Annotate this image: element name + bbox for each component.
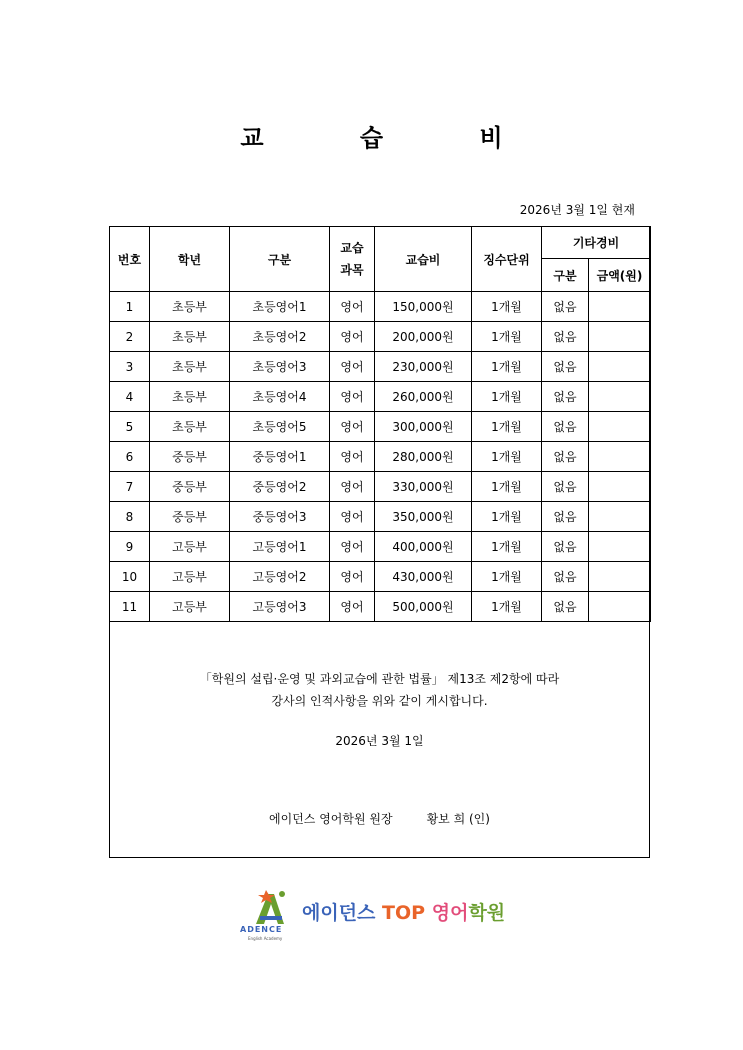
cell-category: 중등영어1 bbox=[230, 442, 330, 472]
notice-statement: 강사의 인적사항을 위와 같이 게시합니다. bbox=[271, 694, 488, 708]
cell-unit: 1개월 bbox=[472, 322, 542, 352]
table-body bbox=[110, 292, 651, 622]
cell-no: 10 bbox=[110, 562, 150, 592]
cell-category: 고등영어3 bbox=[230, 592, 330, 622]
table-row bbox=[110, 352, 651, 382]
cell-grade: 고등부 bbox=[150, 562, 230, 592]
header-billing-unit: 징수단위 bbox=[472, 227, 542, 292]
cell-category: 초등영어5 bbox=[230, 412, 330, 442]
header-no: 번호 bbox=[110, 227, 150, 292]
table-row bbox=[110, 442, 651, 472]
cell-amount bbox=[589, 442, 651, 472]
cell-grade: 고등부 bbox=[150, 592, 230, 622]
table-row bbox=[110, 562, 651, 592]
notice-law-reference: 「학원의 설립·운영 및 과외교습에 관한 법률」 제13조 제2항에 따라 bbox=[199, 672, 560, 686]
cell-category: 초등영어4 bbox=[230, 382, 330, 412]
cell-fee: 500,000원 bbox=[375, 592, 472, 622]
tuition-fee-table bbox=[109, 226, 651, 622]
cell-category: 고등영어1 bbox=[230, 532, 330, 562]
header-subject bbox=[330, 227, 375, 292]
logo-academy-name bbox=[302, 898, 505, 925]
cell-other: 없음 bbox=[542, 412, 589, 442]
cell-unit: 1개월 bbox=[472, 442, 542, 472]
cell-amount bbox=[589, 562, 651, 592]
cell-other: 없음 bbox=[542, 322, 589, 352]
table-row bbox=[110, 382, 651, 412]
header-subject-line1: 교습 bbox=[340, 241, 364, 255]
cell-grade: 초등부 bbox=[150, 292, 230, 322]
cell-no: 7 bbox=[110, 472, 150, 502]
logo-name-part4: 학원 bbox=[468, 902, 506, 924]
cell-no: 3 bbox=[110, 352, 150, 382]
header-other-expenses: 기타경비 bbox=[542, 227, 651, 259]
header-other-category: 구분 bbox=[542, 259, 589, 292]
cell-fee: 330,000원 bbox=[375, 472, 472, 502]
cell-subject: 영어 bbox=[330, 502, 375, 532]
cell-no: 11 bbox=[110, 592, 150, 622]
table-row bbox=[110, 322, 651, 352]
cell-no: 5 bbox=[110, 412, 150, 442]
cell-subject: 영어 bbox=[330, 532, 375, 562]
cell-subject: 영어 bbox=[330, 382, 375, 412]
logo-mark-icon bbox=[256, 890, 285, 924]
notice-date: 2026년 3월 1일 bbox=[335, 734, 424, 748]
table-row bbox=[110, 502, 651, 532]
cell-unit: 1개월 bbox=[472, 412, 542, 442]
cell-subject: 영어 bbox=[330, 412, 375, 442]
cell-other: 없음 bbox=[542, 502, 589, 532]
cell-other: 없음 bbox=[542, 352, 589, 382]
document-title: 교 습 비 bbox=[240, 124, 547, 152]
table-row bbox=[110, 592, 651, 622]
cell-fee: 150,000원 bbox=[375, 292, 472, 322]
header-fee: 교습비 bbox=[375, 227, 472, 292]
cell-no: 4 bbox=[110, 382, 150, 412]
logo-mark-subtext: English Academy bbox=[248, 936, 283, 941]
cell-fee: 280,000원 bbox=[375, 442, 472, 472]
cell-other: 없음 bbox=[542, 532, 589, 562]
cell-subject: 영어 bbox=[330, 352, 375, 382]
cell-unit: 1개월 bbox=[472, 562, 542, 592]
signer-name: 황보 희 (인) bbox=[426, 812, 490, 826]
cell-no: 8 bbox=[110, 502, 150, 532]
cell-no: 2 bbox=[110, 322, 150, 352]
header-category: 구분 bbox=[230, 227, 330, 292]
cell-category: 초등영어1 bbox=[230, 292, 330, 322]
cell-unit: 1개월 bbox=[472, 532, 542, 562]
cell-amount bbox=[589, 292, 651, 322]
cell-other: 없음 bbox=[542, 472, 589, 502]
cell-grade: 초등부 bbox=[150, 382, 230, 412]
cell-grade: 고등부 bbox=[150, 532, 230, 562]
cell-other: 없음 bbox=[542, 292, 589, 322]
signer-title: 에이던스 영어학원 원장 bbox=[269, 812, 393, 826]
cell-grade: 중등부 bbox=[150, 472, 230, 502]
cell-amount bbox=[589, 592, 651, 622]
cell-amount bbox=[589, 412, 651, 442]
cell-fee: 260,000원 bbox=[375, 382, 472, 412]
logo-name-part2: TOP bbox=[382, 902, 426, 924]
cell-category: 중등영어3 bbox=[230, 502, 330, 532]
logo-name-part3: 영어 bbox=[431, 902, 469, 924]
cell-subject: 영어 bbox=[330, 442, 375, 472]
logo-mark-text: ADENCE bbox=[240, 925, 283, 934]
header-grade: 학년 bbox=[150, 227, 230, 292]
cell-other: 없음 bbox=[542, 592, 589, 622]
cell-fee: 230,000원 bbox=[375, 352, 472, 382]
logo-name-part1: 에이던스 bbox=[302, 902, 376, 924]
cell-subject: 영어 bbox=[330, 292, 375, 322]
table-row bbox=[110, 412, 651, 442]
cell-subject: 영어 bbox=[330, 562, 375, 592]
table-row bbox=[110, 532, 651, 562]
cell-grade: 초등부 bbox=[150, 352, 230, 382]
as-of-date: 2026년 3월 1일 현재 bbox=[519, 203, 635, 217]
cell-amount bbox=[589, 322, 651, 352]
cell-unit: 1개월 bbox=[472, 502, 542, 532]
notice-signature bbox=[109, 810, 650, 827]
cell-fee: 350,000원 bbox=[375, 502, 472, 532]
cell-other: 없음 bbox=[542, 562, 589, 592]
cell-category: 중등영어2 bbox=[230, 472, 330, 502]
cell-category: 초등영어3 bbox=[230, 352, 330, 382]
table-row bbox=[110, 472, 651, 502]
cell-subject: 영어 bbox=[330, 472, 375, 502]
cell-no: 6 bbox=[110, 442, 150, 472]
cell-category: 초등영어2 bbox=[230, 322, 330, 352]
cell-fee: 400,000원 bbox=[375, 532, 472, 562]
cell-no: 9 bbox=[110, 532, 150, 562]
cell-no: 1 bbox=[110, 292, 150, 322]
table-row bbox=[110, 292, 651, 322]
cell-fee: 430,000원 bbox=[375, 562, 472, 592]
cell-subject: 영어 bbox=[330, 322, 375, 352]
header-other-amount: 금액(원) bbox=[589, 259, 651, 292]
header-subject-line2: 과목 bbox=[340, 263, 364, 277]
cell-grade: 초등부 bbox=[150, 412, 230, 442]
cell-other: 없음 bbox=[542, 442, 589, 472]
cell-unit: 1개월 bbox=[472, 472, 542, 502]
cell-grade: 초등부 bbox=[150, 322, 230, 352]
cell-amount bbox=[589, 502, 651, 532]
cell-grade: 중등부 bbox=[150, 502, 230, 532]
cell-amount bbox=[589, 532, 651, 562]
cell-grade: 중등부 bbox=[150, 442, 230, 472]
cell-fee: 300,000원 bbox=[375, 412, 472, 442]
cell-category: 고등영어2 bbox=[230, 562, 330, 592]
cell-fee: 200,000원 bbox=[375, 322, 472, 352]
cell-unit: 1개월 bbox=[472, 592, 542, 622]
cell-amount bbox=[589, 352, 651, 382]
cell-other: 없음 bbox=[542, 382, 589, 412]
cell-unit: 1개월 bbox=[472, 382, 542, 412]
cell-unit: 1개월 bbox=[472, 352, 542, 382]
cell-unit: 1개월 bbox=[472, 292, 542, 322]
cell-subject: 영어 bbox=[330, 592, 375, 622]
cell-amount bbox=[589, 382, 651, 412]
cell-amount bbox=[589, 472, 651, 502]
